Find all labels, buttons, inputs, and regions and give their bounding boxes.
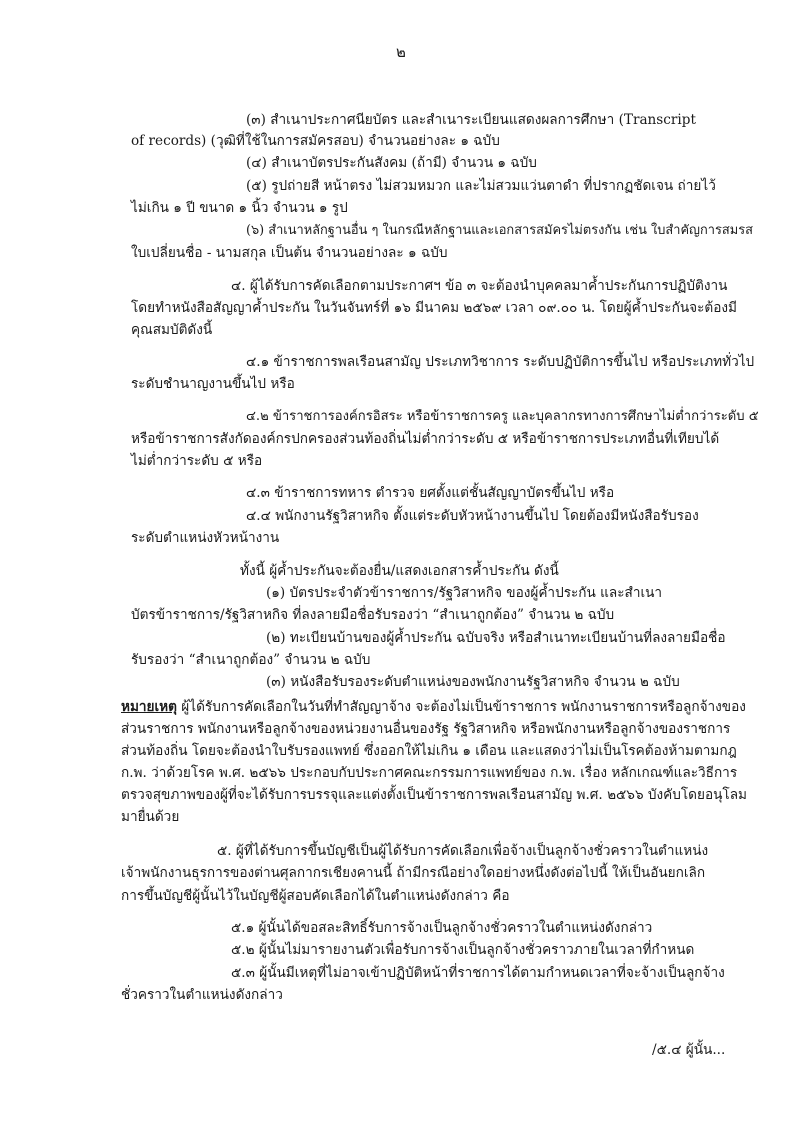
text-line: (๓) หนังสือรับรองระดับตำแหน่งของพนักงานรัฐวิสาหกิจ จำนวน ๒ ฉบับ xyxy=(266,674,680,690)
text-line: (๔) สำเนาบัตรประกันสังคม (ถ้ามี) จำนวน ๑ ฉบับ xyxy=(246,155,537,171)
note-text: ผู้ได้รับการคัดเลือกในวันที่ทำสัญญาจ้าง จะต้องไม่เป็นข้าราชการ พนักงานราชการหรือลูกจ้างของ xyxy=(176,699,746,715)
text-line: ๕.๒ ผู้นั้นไม่มารายงานตัวเพื่อรับการจ้างเป็นลูกจ้างชั่วคราวภายในเวลาที่กำหนด xyxy=(231,942,695,958)
text-line: คุณสมบัติดังนี้ xyxy=(131,322,213,338)
text-line: ระดับตำแหน่งหัวหน้างาน xyxy=(131,530,280,546)
text-line: ทั้งนี้ ผู้ค้ำประกันจะต้องยื่น/แสดงเอกสารค้ำประกัน ดังนี้ xyxy=(240,563,559,579)
text-line: ๕.๑ ผู้นั้นได้ขอสละสิทธิ์รับการจ้างเป็นลูกจ้างชั่วคราวในตำแหน่งดังกล่าว xyxy=(231,920,653,936)
note-line: มายื่นด้วย xyxy=(121,809,180,825)
text-line: บัตรข้าราชการ/รัฐวิสาหกิจ ที่ลงลายมือชื่อรับรองว่า “สำเนาถูกต้อง” จำนวน ๒ ฉบับ xyxy=(131,607,615,623)
text-line: การขึ้นบัญชีผู้นั้นไว้ในบัญชีผู้สอบคัดเลือกได้ในตำแหน่งดังกล่าว คือ xyxy=(121,888,510,904)
text-line: ไม่เกิน ๑ ปี ขนาด ๑ นิ้ว จำนวน ๑ รูป xyxy=(131,200,348,216)
note-line: ส่วนราชการ พนักงานหรือลูกจ้างของหน่วยงานอื่นของรัฐ รัฐวิสาหกิจ หรือพนักงานหรือลูกจ้างของราชการ xyxy=(121,721,731,737)
text-line: ๔.๔ พนักงานรัฐวิสาหกิจ ตั้งแต่ระดับหัวหน้างานขึ้นไป โดยต้องมีหนังสือรับรอง xyxy=(246,508,699,524)
text-line: of records) (วุฒิที่ใช้ในการสมัครสอบ) จำนวนอย่างละ ๑ ฉบับ xyxy=(131,133,500,149)
note-line: ก.พ. ว่าด้วยโรค พ.ศ. ๒๕๖๖ ประกอบกับประกาศคณะกรรมการแพทย์ของ ก.พ. เรื่อง หลักเกณฑ์และวิธีการ xyxy=(121,765,738,781)
text-line: รับรองว่า “สำเนาถูกต้อง” จำนวน ๒ ฉบับ xyxy=(131,652,371,668)
text-line: ๔.๑ ข้าราชการพลเรือนสามัญ ประเภทวิชาการ ระดับปฏิบัติการขึ้นไป หรือประเภททั่วไป xyxy=(246,354,755,370)
note-label: หมายเหตุ xyxy=(121,699,177,715)
text-line: หรือข้าราชการสังกัดองค์กรปกครองส่วนท้องถิ่นไม่ต่ำกว่าระดับ ๕ หรือข้าราชการประเภทอื่นที่เทียบได้ xyxy=(131,431,720,447)
continuation-marker: /๕.๔ ผู้นั้น... xyxy=(652,1042,726,1058)
text-line: ชั่วคราวในตำแหน่งดังกล่าว xyxy=(121,987,283,1003)
text-line: ๔.๒ ข้าราชการองค์กรอิสระ หรือข้าราชการครู และบุคลากรทางการศึกษาไม่ต่ำกว่าระดับ ๕ xyxy=(246,409,759,424)
text-line: (๓) สำเนาประกาศนียบัตร และสำเนาระเบียนแสดงผลการศึกษา (Transcript xyxy=(246,112,696,128)
note-line: ส่วนท้องถิ่น โดยจะต้องนำใบรับรองแพทย์ ซึ่งออกให้ไม่เกิน ๑ เดือน และแสดงว่าไม่เป็นโรคต้องห้ามตามกฎ xyxy=(121,743,737,759)
page-number: ๒ xyxy=(396,43,406,61)
text-line: โดยทำหนังสือสัญญาค้ำประกัน ในวันจันทร์ที่ ๑๖ มีนาคม ๒๕๖๙ เวลา ๐๙.๐๐ น. โดยผู้ค้ำประกันจะต้องมี xyxy=(131,300,737,316)
text-line: ไม่ต่ำกว่าระดับ ๕ หรือ xyxy=(131,453,263,469)
text-line: (๖) สำเนาหลักฐานอื่น ๆ ในกรณีหลักฐานและเอกสารสมัครไม่ตรงกัน เช่น ใบสำคัญการสมรส xyxy=(246,223,753,238)
text-line: ใบเปลี่ยนชื่อ - นามสกุล เป็นต้น จำนวนอย่างละ ๑ ฉบับ xyxy=(131,245,448,261)
text-line: ระดับชำนาญงานขึ้นไป หรือ xyxy=(131,376,295,392)
text-line: ๔.๓ ข้าราชการทหาร ตำรวจ ยศตั้งแต่ชั้นสัญญาบัตรขึ้นไป หรือ xyxy=(246,485,615,501)
text-line: ๕. ผู้ที่ได้รับการขึ้นบัญชีเป็นผู้ได้รับการคัดเลือกเพื่อจ้างเป็นลูกจ้างชั่วคราวในตำแหน่ง xyxy=(217,843,709,859)
text-line: (๕) รูปถ่ายสี หน้าตรง ไม่สวมหมวก และไม่สวมแว่นตาดำ ที่ปรากฏชัดเจน ถ่ายไว้ xyxy=(246,178,716,194)
note-line: ตรวจสุขภาพของผู้ที่จะได้รับการบรรจุและแต่งตั้งเป็นข้าราชการพลเรือนสามัญ พ.ศ. ๒๕๖๖ บังคับโดยอนุโลม xyxy=(121,787,748,803)
note-first-line xyxy=(121,697,746,717)
text-line: ๕.๓ ผู้นั้นมีเหตุที่ไม่อาจเข้าปฏิบัติหน้าที่ราชการได้ตามกำหนดเวลาที่จะจ้างเป็นลูกจ้าง xyxy=(231,965,725,981)
text-line: (๒) ทะเบียนบ้านของผู้ค้ำประกัน ฉบับจริง หรือสำเนาทะเบียนบ้านที่ลงลายมือชื่อ xyxy=(266,630,726,646)
text-line: (๑) บัตรประจำตัวข้าราชการ/รัฐวิสาหกิจ ของผู้ค้ำประกัน และสำเนา xyxy=(266,585,663,601)
text-line: เจ้าพนักงานธุรการของต่านศุลกากรเชียงคานนี้ ถ้ามีกรณีอย่างใดอย่างหนึ่งดังต่อไปนี้ ให้เป็นอันยกเลิก xyxy=(121,865,706,881)
text-line: ๔. ผู้ได้รับการคัดเลือกตามประกาศฯ ข้อ ๓ จะต้องนำบุคคลมาค้ำประกันการปฏิบัติงาน xyxy=(231,278,728,294)
